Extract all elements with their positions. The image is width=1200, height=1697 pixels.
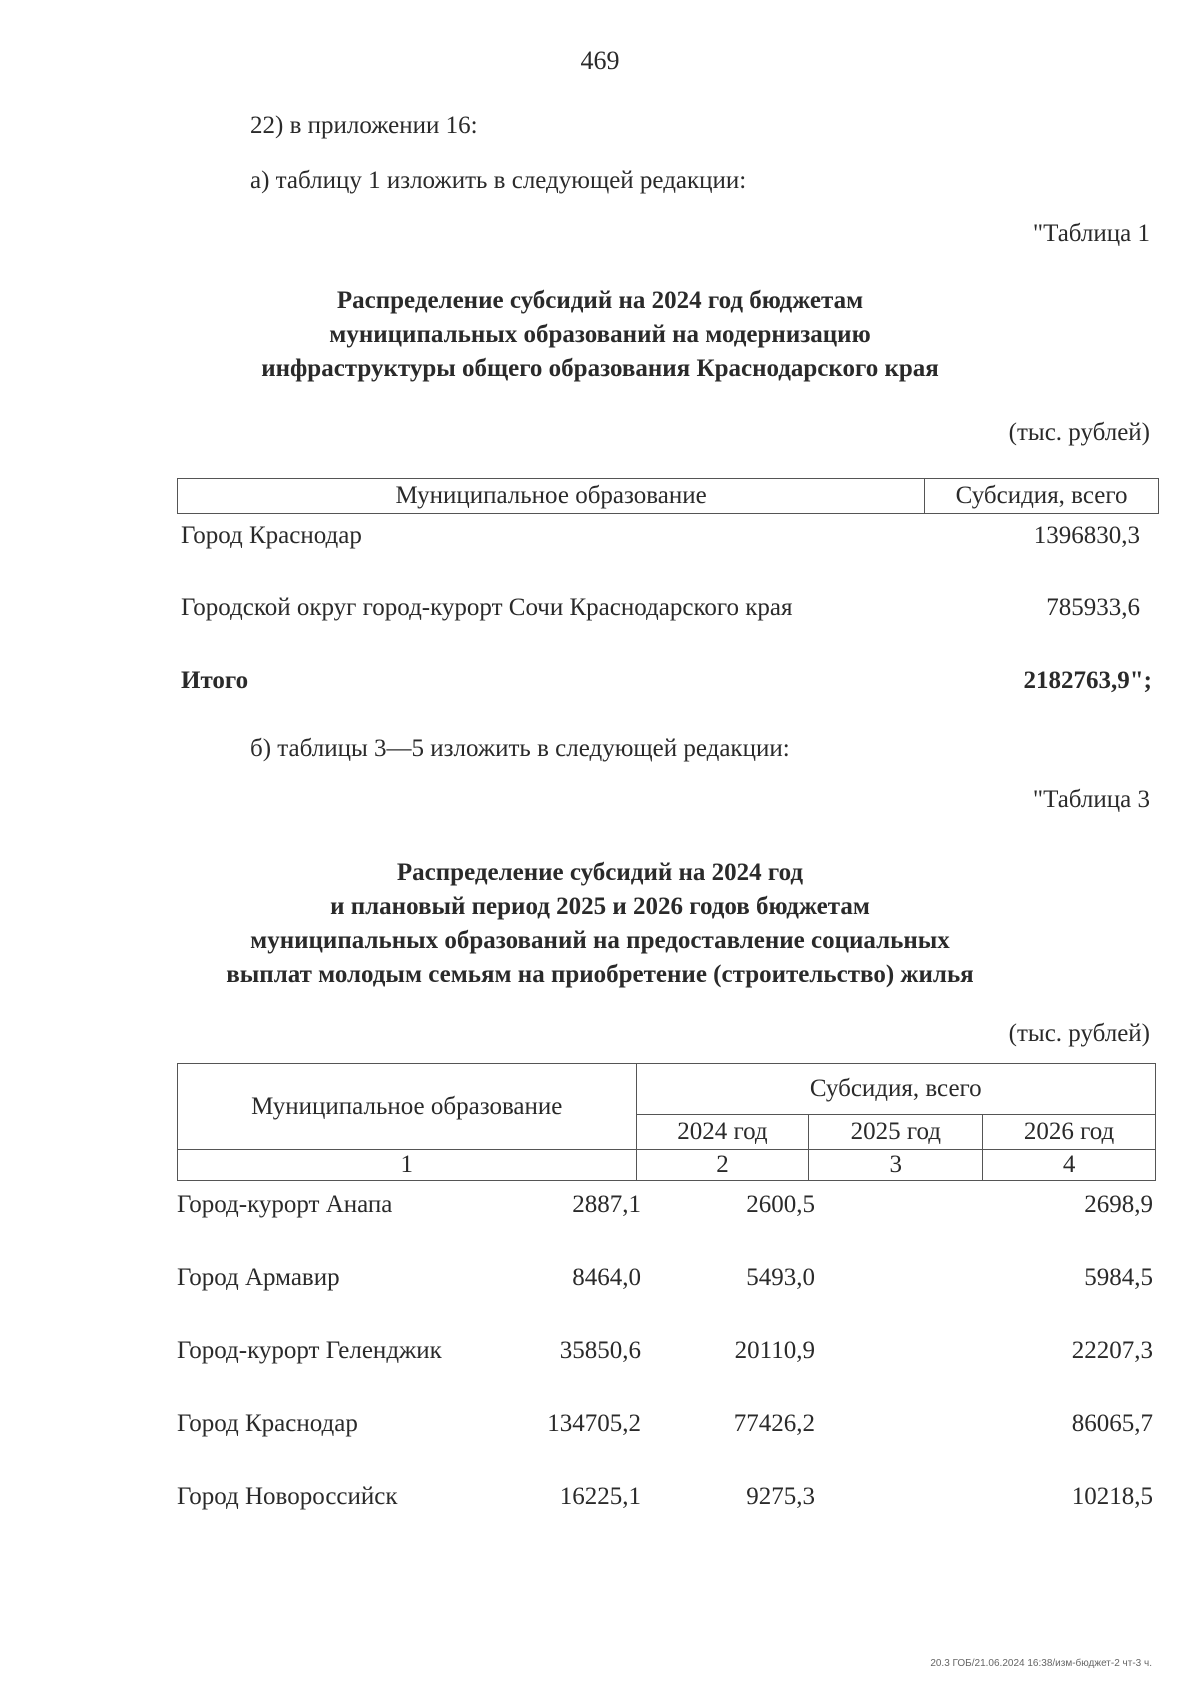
mid-paragraph: б) таблицы 3—5 изложить в следующей редакции: (250, 735, 790, 762)
table1-header-municipality: Муниципальное образование (178, 479, 925, 514)
table1-row-2-value: 785933,6 (1046, 594, 1140, 621)
table1-total-value: 2182763,9"; (1023, 667, 1152, 694)
table3-row-2-name: Город Армавир (177, 1264, 340, 1291)
table3-row-5-2025: 9275,3 (746, 1483, 815, 1510)
table1-header (177, 478, 1159, 514)
table3-row-2-2024: 8464,0 (572, 1264, 641, 1291)
table3-row-3-2026: 22207,3 (1071, 1337, 1153, 1364)
table3-row-1-name: Город-курорт Анапа (177, 1191, 393, 1218)
table3-unit: (тыс. рублей) (1008, 1020, 1150, 1047)
table3-row-3-2024: 35850,6 (559, 1337, 641, 1364)
table3-row-5-2024: 16225,1 (559, 1483, 641, 1510)
table3-title-line-2: и плановый период 2025 и 2026 годов бюджетам (330, 893, 870, 920)
intro-line-1: 22) в приложении 16: (250, 112, 478, 139)
table1-title-line-3: инфраструктуры общего образования Краснодарского края (261, 355, 939, 382)
table1-title (0, 284, 1200, 386)
table3-row-2-2026: 5984,5 (1084, 1264, 1153, 1291)
intro-line-2: а) таблицу 1 изложить в следующей редакции: (250, 167, 747, 194)
footer-stamp: 20.3 ГОБ/21.06.2024 16:38/изм-бюджет-2 чт-3 ч. (930, 1658, 1152, 1669)
table3-title-line-4: выплат молодым семьям на приобретение (строительство) жилья (226, 961, 974, 988)
table3-header-subsidy: Субсидия, всего (636, 1064, 1155, 1115)
table3-label: "Таблица 3 (1032, 786, 1150, 813)
table3-title-line-1: Распределение субсидий на 2024 год (396, 859, 804, 886)
table3-row-4-2026: 86065,7 (1071, 1410, 1153, 1437)
table3-header-2024: 2024 год (636, 1115, 809, 1150)
table3-row-2-2025: 5493,0 (746, 1264, 815, 1291)
table3-row-3-name: Город-курорт Геленджик (177, 1337, 442, 1364)
table3-row-4-name: Город Краснодар (177, 1410, 358, 1437)
table3-row-5-2026: 10218,5 (1071, 1483, 1153, 1510)
table1-title-line-2: муниципальных образований на модернизацию (329, 321, 871, 348)
table1-title-line-1: Распределение субсидий на 2024 год бюджетам (336, 287, 864, 314)
table1-header-subsidy: Субсидия, всего (925, 479, 1159, 514)
table3-title-line-3: муниципальных образований на предоставление социальных (250, 927, 950, 954)
table1-row-2-name: Городской округ город-курорт Сочи Краснодарского края (181, 594, 793, 621)
page-number: 469 (580, 46, 620, 75)
table3-colnum-4: 4 (983, 1150, 1156, 1181)
table3-colnum-3: 3 (809, 1150, 983, 1181)
table3-colnum-1: 1 (178, 1150, 637, 1181)
table1-label: "Таблица 1 (1032, 220, 1150, 247)
table3-colnum-2: 2 (636, 1150, 809, 1181)
table3-row-4-2024: 134705,2 (547, 1410, 641, 1437)
table1-row-1-name: Город Краснодар (181, 522, 362, 549)
table3-row-1-2024: 2887,1 (572, 1191, 641, 1218)
table3-row-1-2026: 2698,9 (1084, 1191, 1153, 1218)
table3-title (0, 856, 1200, 992)
table3-row-4-2025: 77426,2 (733, 1410, 815, 1437)
table3-row-3-2025: 20110,9 (734, 1337, 815, 1364)
table3-row-5-name: Город Новороссийск (177, 1483, 398, 1510)
table3-row-1-2025: 2600,5 (746, 1191, 815, 1218)
table3-header-2025: 2025 год (809, 1115, 983, 1150)
table3-header (177, 1063, 1156, 1181)
table3-header-2026: 2026 год (983, 1115, 1156, 1150)
table3-header-municipality: Муниципальное образование (178, 1064, 637, 1150)
table1-total-label: Итого (181, 667, 249, 694)
table1-unit: (тыс. рублей) (1008, 419, 1150, 446)
table1-row-1-value: 1396830,3 (1033, 522, 1140, 549)
